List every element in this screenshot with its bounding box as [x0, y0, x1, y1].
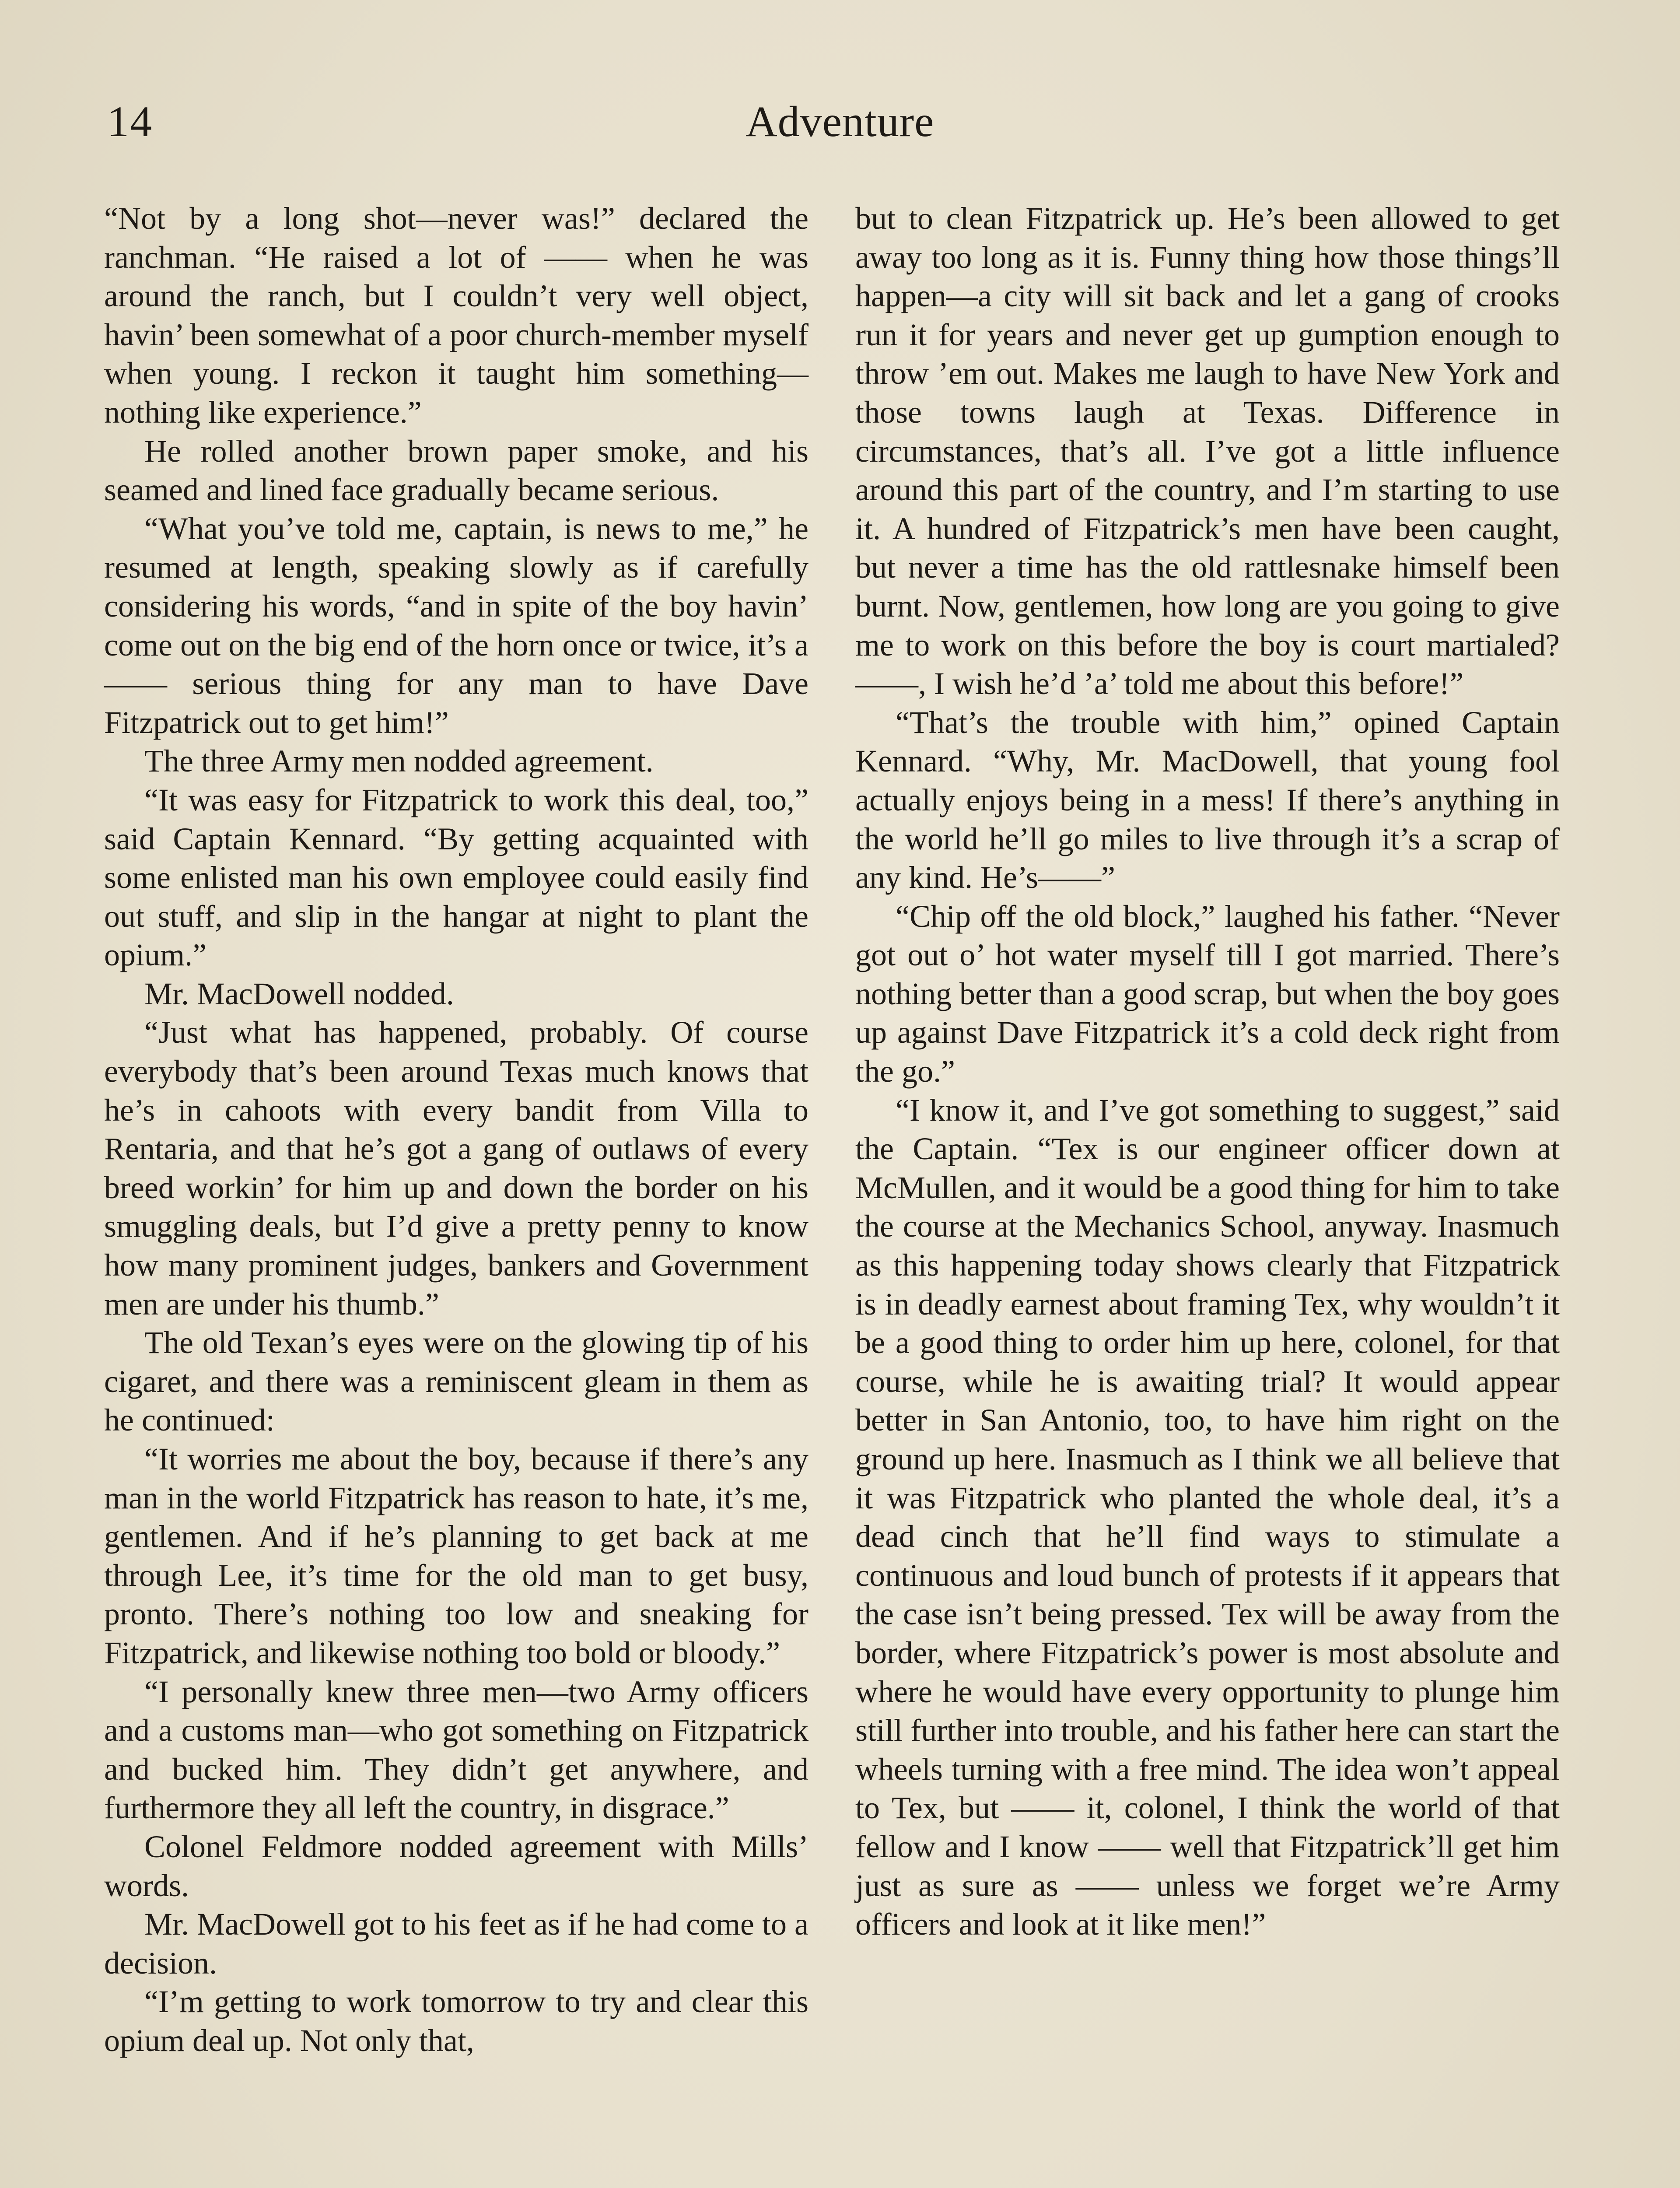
page-header: [0, 96, 1680, 158]
left-column: [104, 199, 808, 2060]
paragraph: “Not by a long shot—never was!” declared the ranchman. “He raised a lot of —— when he was around the ranch, but I couldn’t very well object, havin’ been somewhat of a poor church-member myself when young. I reckon it taught him something—nothing like experience.”: [104, 201, 808, 430]
paragraph: “Just what has happened, probably. Of course everybody that’s been around Texas much knows that he’s in cahoots with every bandit from Villa to Rentaria, and that he’s got a gang of outlaws of every breed workin’ for him up and down the border on his smuggling deals, but I’d give a pretty penny to know how many prominent judges, bankers and Government men are under his thumb.”: [104, 1015, 808, 1322]
paragraph: Mr. MacDowell nodded.: [144, 976, 454, 1011]
page-number: 14: [107, 97, 153, 146]
paragraph: The old Texan’s eyes were on the glowing tip of his cigaret, and there was a reminiscent gleam in them as he continued:: [104, 1325, 808, 1438]
paragraph: The three Army men nodded agreement.: [144, 743, 654, 779]
right-column: [855, 199, 1560, 1944]
paragraph: He rolled another brown paper smoke, and his seamed and lined face gradually became serious.: [104, 433, 808, 508]
paragraph: “It was easy for Fitzpatrick to work this deal, too,” said Captain Kennard. “By getting acquainted with some enlisted man his own employee could easily find out stuff, and slip in the hangar at night to plant the opium.”: [104, 782, 808, 973]
paragraph: “Chip off the old block,” laughed his father. “Never got out o’ hot water myself till I got married. There’s nothing better than a good scrap, but when the boy goes up against Dave Fitzpatrick it’s a cold deck right from the go.”: [855, 898, 1560, 1089]
paragraph: “What you’ve told me, captain, is news to me,” he resumed at length, speaking slowly as if carefully considering his words, “and in spite of the boy havin’ come out on the big end of the horn once or twice, it’s a —— serious thing for any man to have Dave Fitzpatrick out to get him!”: [104, 511, 808, 740]
running-title: Adventure: [746, 97, 934, 146]
paragraph: “It worries me about the boy, because if there’s any man in the world Fitzpatrick has reason to hate, it’s me, gentlemen. And if he’s planning to get back at me through Lee, it’s time for the old man to get busy, pronto. There’s nothing too low and sneaking for Fitzpatrick, and likewise nothing too bold or bloody.”: [104, 1441, 808, 1670]
paragraph: “I’m getting to work tomorrow to try and clear this opium deal up. Not only that,: [104, 1984, 808, 2058]
paragraph: “I know it, and I’ve got something to suggest,” said the Captain. “Tex is our engineer officer down at McMullen, and it would be a good thing for him to take the course at the Mechanics School, anyway. Inasmuch as this happening today shows clearly that Fitzpatrick is in deadly earnest about framing Tex, why wouldn’t it be a good thing to order him up here, colonel, for that course, while he is awaiting trial? It would appear better in San Antonio, too, to have him right on the ground up here. Inasmuch as I think we all believe that it was Fitzpatrick who planted the whole deal, it’s a dead cinch that he’ll find ways to stimulate a continuous and loud bunch of protests if it appears that the case isn’t being pressed. Tex will be away from the border, where Fitzpatrick’s power is most absolute and where he would have every opportunity to plunge him still further into trouble, and his father here can start the wheels turning with a free mind. The idea won’t appeal to Tex, but —— it, colonel, I think the world of that fellow and I know —— well that Fitzpatrick’ll get him just as sure as —— unless we forget we’re Army officers and look at it like men!”: [855, 1092, 1560, 1942]
paragraph: “I personally knew three men—two Army officers and a customs man—who got something on Fitzpatrick and bucked him. They didn’t get anywhere, and furthermore they all left the country, in disgrace.”: [104, 1674, 808, 1826]
paragraph: Mr. MacDowell got to his feet as if he had come to a decision.: [104, 1907, 808, 1981]
paragraph: but to clean Fitzpatrick up. He’s been allowed to get away too long as it is. Funny thing how those things’ll happen—a city will sit back and let a gang of crooks run it for years and never get up gumption enough to throw ’em out. Makes me laugh to have New York and those towns laugh at Texas. Difference in circumstances, that’s all. I’ve got a little influence around this part of the country, and I’m starting to use it. A hundred of Fitzpatrick’s men have been caught, but never a time has the old rattlesnake himself been burnt. Now, gentlemen, how long are you going to give me to work on this before the boy is court martialed? ——, I wish he’d ’a’ told me about this before!”: [855, 201, 1560, 701]
paragraph: Colonel Feldmore nodded agreement with Mills’ words.: [104, 1829, 808, 1903]
paragraph: “That’s the trouble with him,” opined Captain Kennard. “Why, Mr. MacDowell, that young fool actually enjoys being in a mess! If there’s anything in the world he’ll go miles to live through it’s a scrap of any kind. He’s——”: [855, 705, 1560, 895]
